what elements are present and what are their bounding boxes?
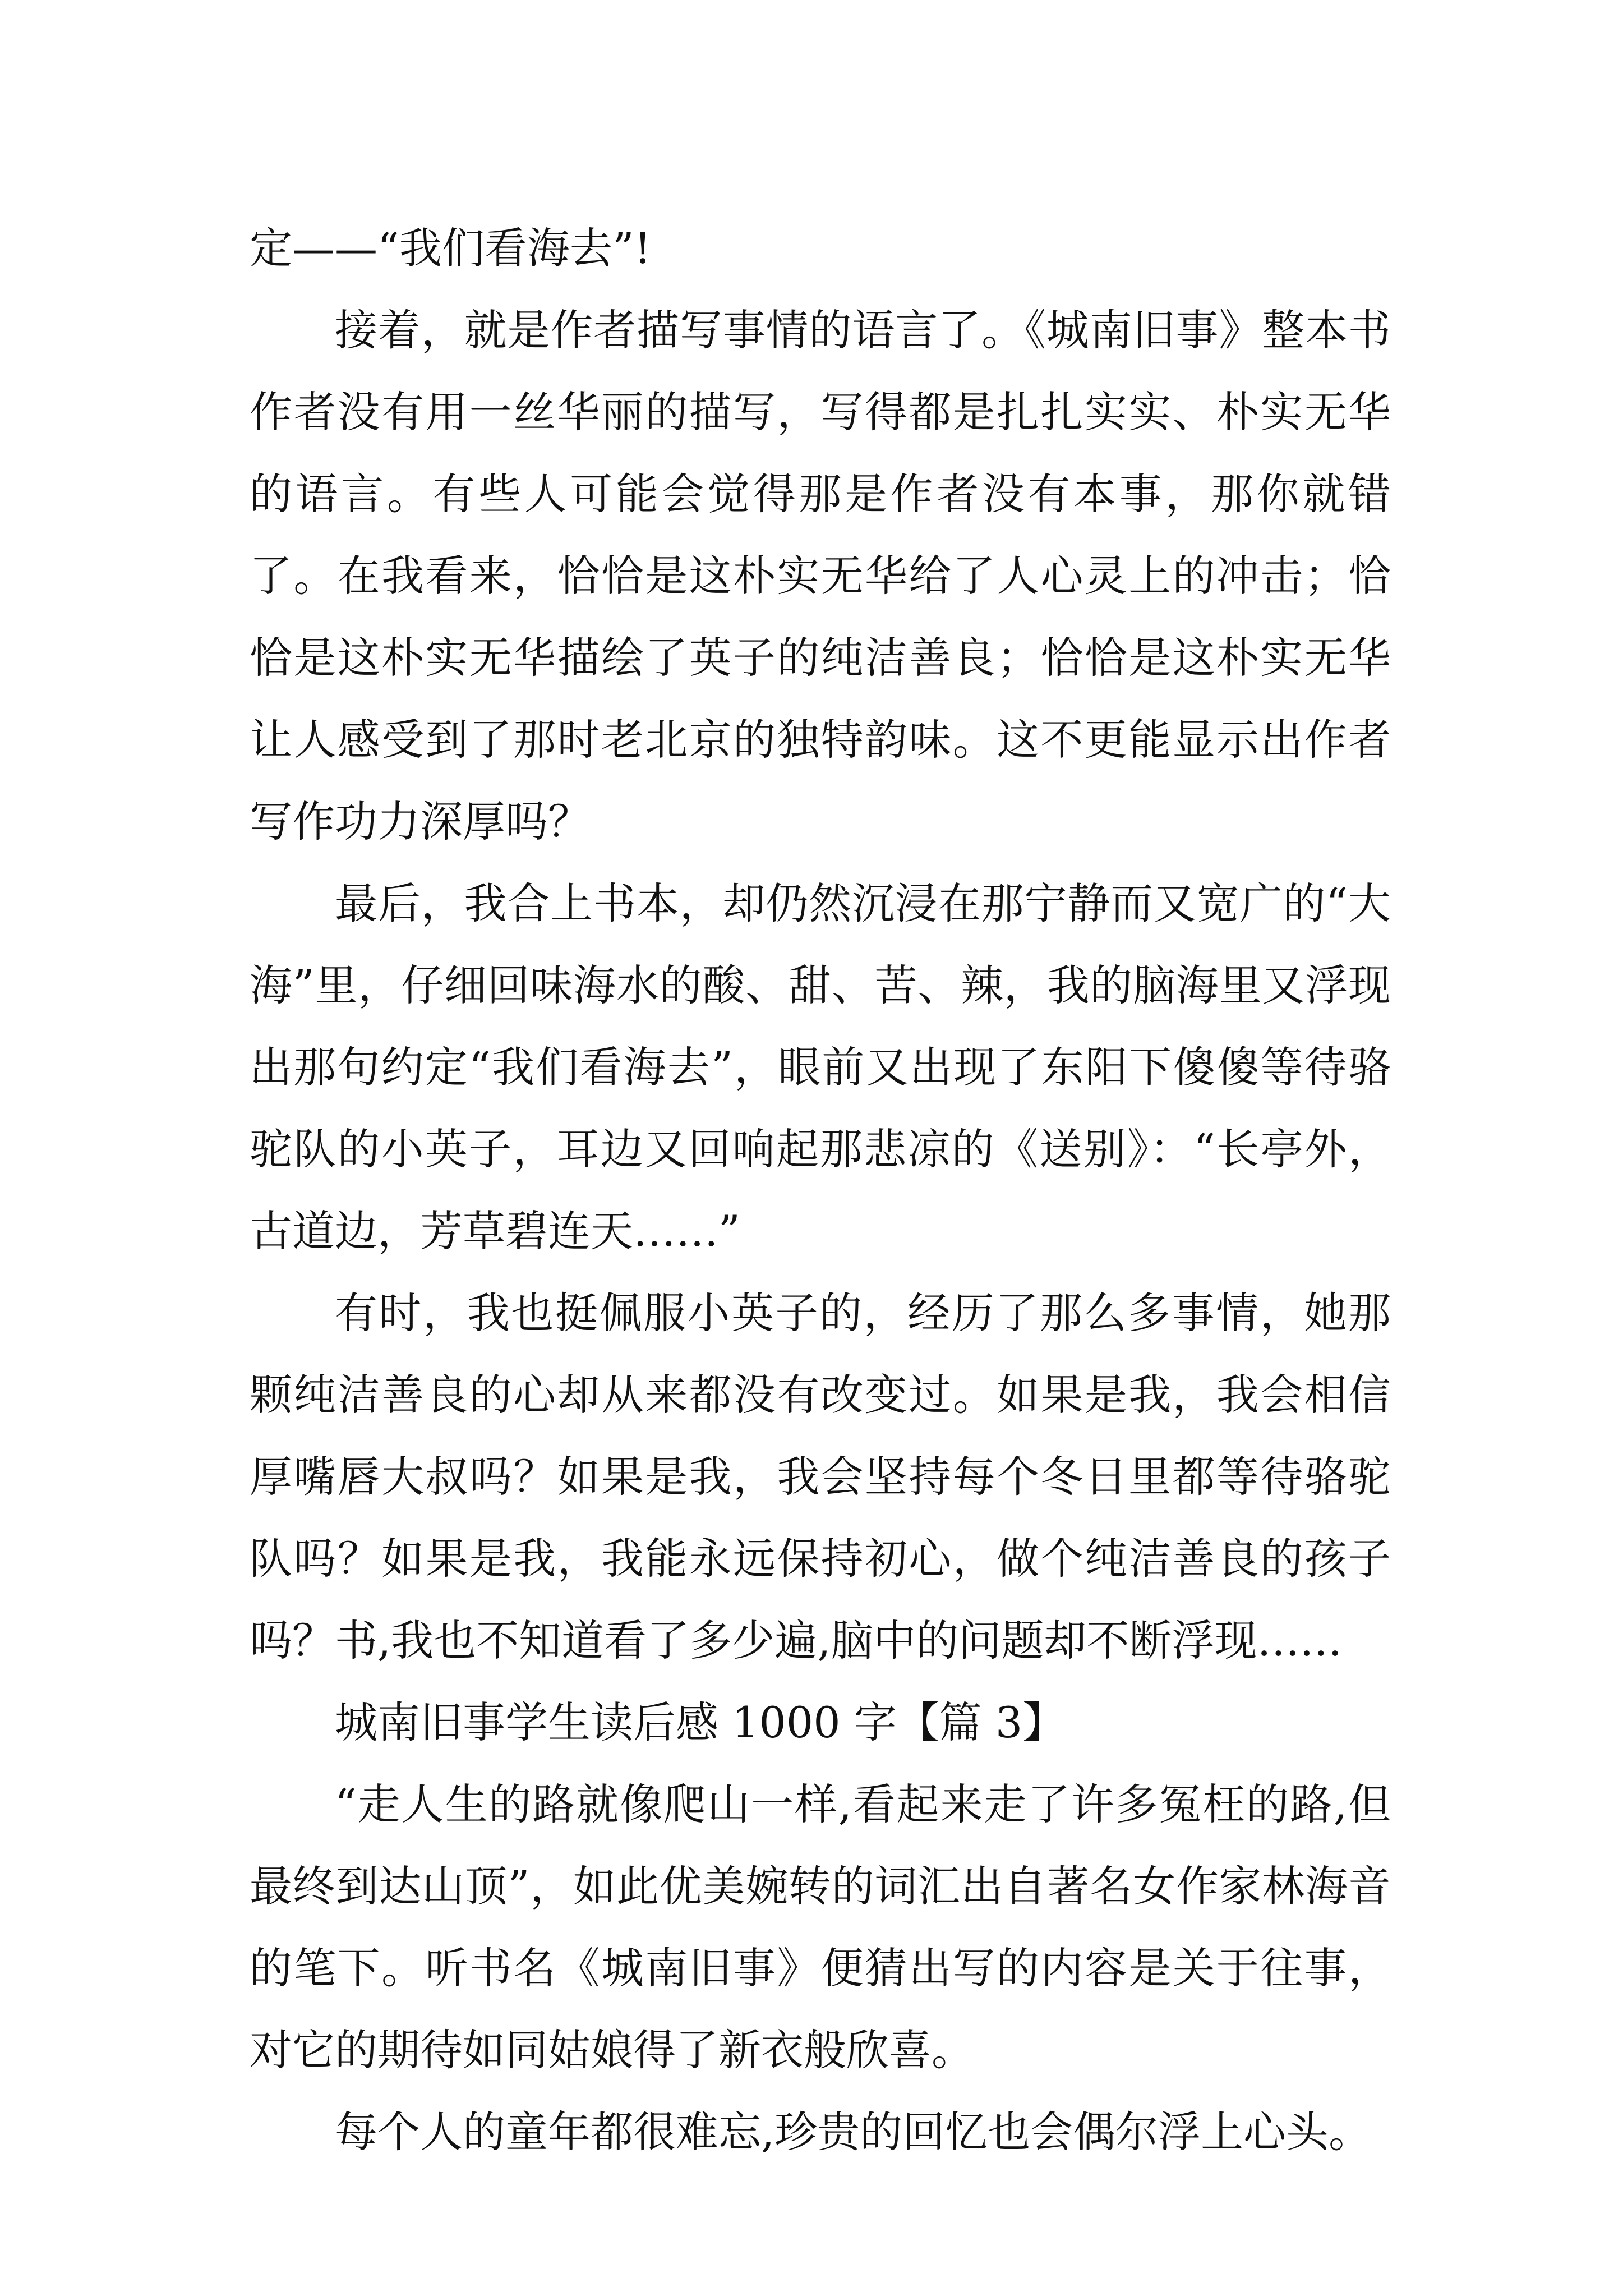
paragraph-intro: “走人生的路就像爬山一样,看起来走了许多冤枉的路,但最终到达山顶”，如此优美婉转的词汇出自著名女作家林海音的笔下。听书名《城南旧事》便猜出写的内容是关于往事，对它的期待如同姑娘得了新衣般欣喜。 bbox=[250, 1779, 1391, 2075]
body-text bbox=[250, 208, 1391, 2173]
paragraph-admiration: 有时，我也挺佩服小英子的，经历了那么多事情，她那颗纯洁善良的心却从来都没有改变过。如果是我，我会相信厚嘴唇大叔吗？如果是我，我会坚持每个冬日里都等待骆驼队吗？如果是我，我能永远保持初心，做个纯洁善良的孩子吗？书,我也不知道看了多少遍,脑中的问题却不断浮现…… bbox=[250, 1288, 1391, 1665]
paragraph-childhood: 每个人的童年都很难忘,珍贵的回忆也会偶尔浮上心头。 bbox=[335, 2107, 1372, 2157]
paragraph-continued: 定——“我们看海去”! bbox=[250, 223, 652, 273]
section-heading: 城南旧事学生读后感 1000 字【篇 3】 bbox=[335, 1697, 1066, 1747]
paragraph-language: 接着，就是作者描写事情的语言了。《城南旧事》整本书作者没有用一丝华丽的描写，写得都是扎扎实实、朴实无华的语言。有些人可能会觉得那是作者没有本事，那你就错了。在我看来，恰恰是这朴实无华给了人心灵上的冲击；恰恰是这朴实无华描绘了英子的纯洁善良；恰恰是这朴实无华让人感受到了那时老北京的独特韵味。这不更能显示出作者写作功力深厚吗？ bbox=[250, 305, 1391, 846]
paragraph-closing: 最后，我合上书本，却仍然沉浸在那宁静而又宽广的“大海”里，仔细回味海水的酸、甜、苦、辣，我的脑海里又浮现出那句约定“我们看海去”，眼前又出现了东阳下傻傻等待骆驼队的小英子，耳边又回响起那悲凉的《送别》：“长亭外，古道边，芳草碧连天……” bbox=[250, 878, 1391, 1256]
